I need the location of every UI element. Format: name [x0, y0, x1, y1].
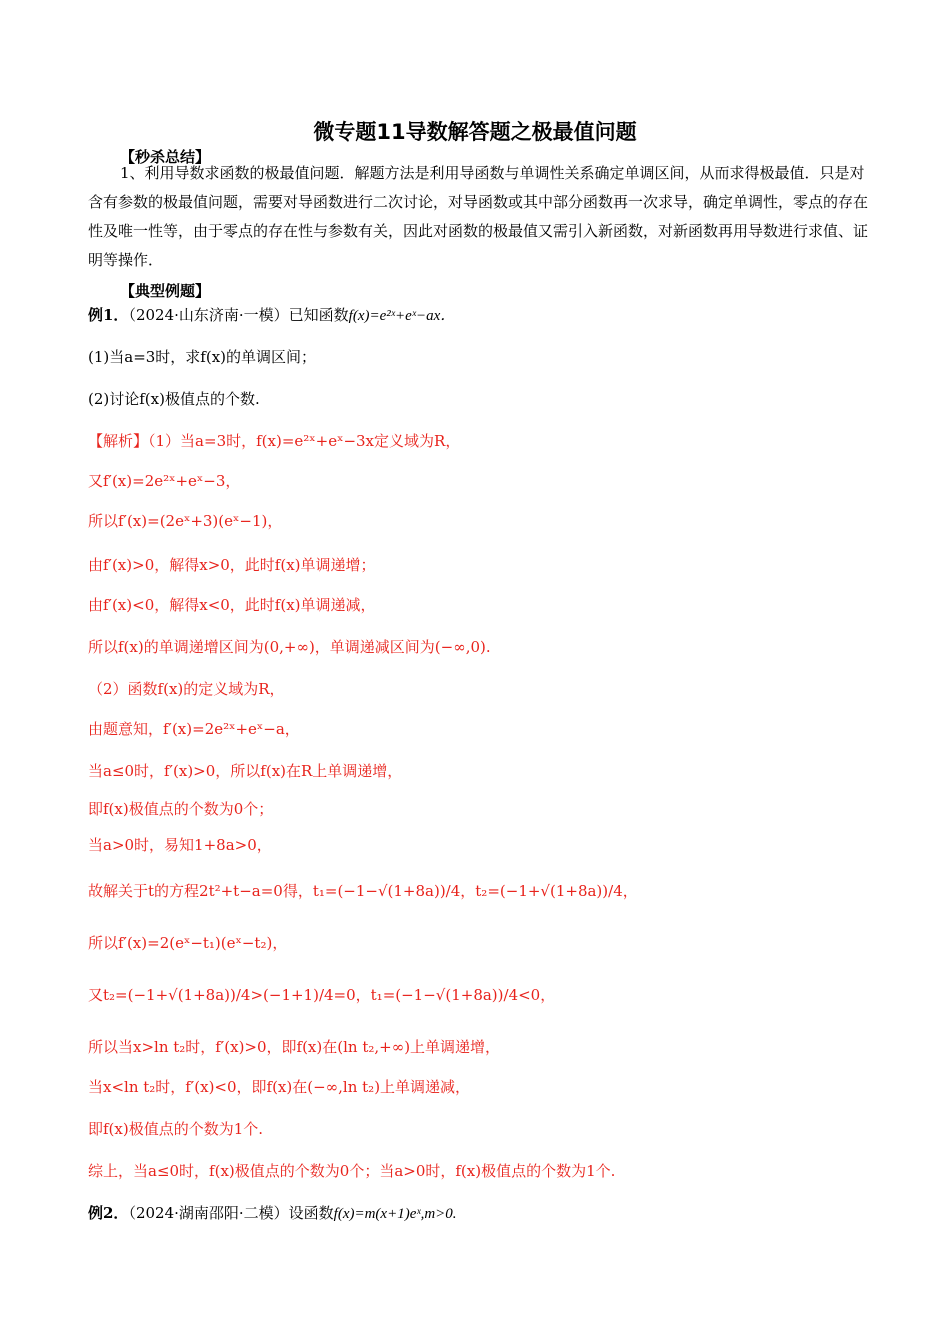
solution1-line-14: 所以当x>ln t₂时，f′(x)>0，即f(x)在(ln t₂,+∞)上单调递增， [88, 1038, 501, 1056]
solution1-line-5: 所以f(x)的单调递增区间为(0,+∞)，单调递减区间为(−∞,0). [88, 638, 491, 656]
summary-text: 1、利用导数求函数的极最值问题．解题方法是利用导函数与单调性关系确定单调区间，从而求得极最值．只是对含有参数的极最值问题，需要对导函数进行二次讨论，对导函数或其中部分函数再一次求导，确定单调性，零点的存在性及唯一性等，由于零点的存在性与参数有关，因此对函数的极最值又需引入新函数，对新函数再用导数进行求值、证明等操作． [88, 164, 869, 269]
solution1-line-4: 由f′(x)<0，解得x<0，此时f(x)单调递减， [88, 596, 376, 614]
solution1-line-8: 当a≤0时，f′(x)>0，所以f(x)在R上单调递增， [88, 762, 403, 780]
solution1-line-1: 又f′(x)=2e²ˣ+eˣ−3， [88, 472, 241, 490]
example2-label: 例2． [88, 1204, 129, 1222]
example1-label: 例1． [88, 306, 129, 324]
solution1-line-13: 又t₂=(−1+√(1+8a))/4>(−1+1)/4=0，t₁=(−1−√(1+8a))/4<0， [88, 986, 556, 1004]
example1-question-1: (1)当a=3时，求f(x)的单调区间； [88, 348, 317, 366]
example2-function: f(x)=m(x+1)eˣ,m>0. [333, 1206, 457, 1222]
solution1-line-15: 当x<ln t₂时，f′(x)<0，即f(x)在(−∞,ln t₂)上单调递减， [88, 1078, 471, 1096]
solution1-line-16: 即f(x)极值点的个数为1个. [88, 1120, 264, 1138]
solution1-line-2: 所以f′(x)=(2eˣ+3)(eˣ−1)， [88, 512, 283, 530]
examples-heading: 【典型例题】 [120, 282, 211, 300]
page-title: 微专题11导数解答题之极最值问题 [313, 120, 637, 144]
solution1-line-12: 所以f′(x)=2(eˣ−t₁)(eˣ−t₂)， [88, 934, 288, 952]
example2-source: （2024·湖南邵阳·二模）设函数 [128, 1204, 334, 1222]
summary-heading: 【秒杀总结】 [120, 148, 211, 166]
solution1-line-11: 故解关于t的方程2t²+t−a=0得，t₁=(−1−√(1+8a))/4，t₂=(−1+√(1+8a))/4， [88, 882, 638, 900]
solution1-line-7: 由题意知，f′(x)=2e²ˣ+eˣ−a， [88, 720, 300, 738]
example1-statement [88, 304, 455, 327]
solution1-line-17: 综上，当a≤0时，f(x)极值点的个数为0个；当a>0时，f(x)极值点的个数为1个. [88, 1162, 616, 1180]
solution1-line-0 [88, 430, 460, 452]
solution-tag: 【解析】 [88, 432, 149, 450]
solution1-line-3: 由f′(x)>0，解得x>0，此时f(x)单调递增； [88, 556, 376, 574]
solution-text: （1）当a=3时，f(x)=e²ˣ+eˣ−3x定义域为R， [148, 432, 461, 450]
solution1-line-6: （2）函数f(x)的定义域为R， [88, 680, 285, 698]
example1-question-2: (2)讨论f(x)极值点的个数. [88, 390, 260, 408]
example1-function: f(x)=e²ˣ+eˣ−ax． [348, 308, 456, 324]
example2-statement [88, 1202, 457, 1225]
solution1-line-10: 当a>0时，易知1+8a>0， [88, 836, 272, 854]
example1-source: （2024·山东济南·一模）已知函数 [128, 306, 349, 324]
solution1-line-9: 即f(x)极值点的个数为0个； [88, 800, 274, 818]
